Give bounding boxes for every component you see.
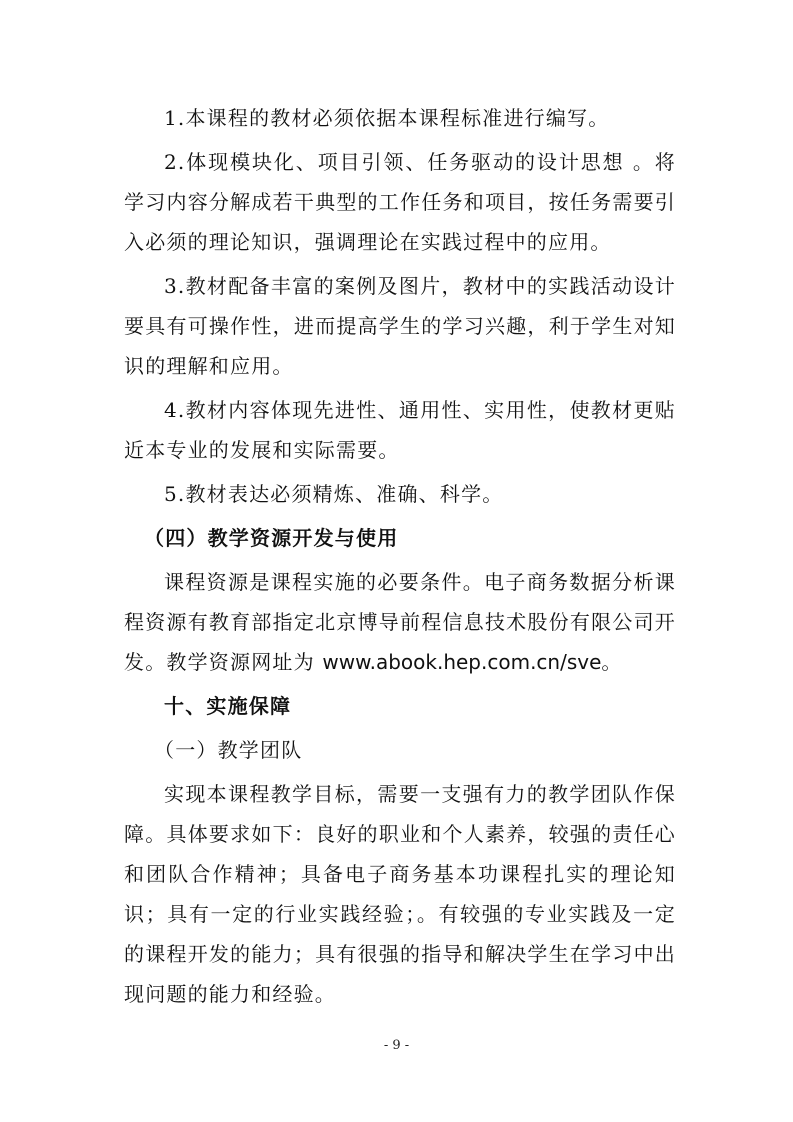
resource-url: www.abook.hep.com.cn/sve	[322, 650, 602, 674]
section-10-heading: 十、实施保障	[164, 694, 292, 718]
section-4-body	[124, 562, 676, 682]
section-4-body-end: 。	[601, 650, 623, 674]
paragraph-1: 1.本课程的教材必须依据本课程标准进行编写。	[164, 106, 610, 130]
section-4-heading: （四）教学资源开发与使用	[144, 526, 399, 550]
paragraph-5: 5.教材表达必须精炼、准确、科学。	[164, 482, 504, 506]
section-10-subheading: （一）教学团队	[154, 738, 303, 762]
paragraph-2: 2.体现模块化、项目引领、任务驱动的设计思想 。将学习内容分解成若干典型的工作任务和项目，按任务需要引入必须的理论知识，强调理论在实践过程中的应用。	[124, 150, 676, 254]
section-10-body: 实现本课程教学目标，需要一支强有力的教学团队作保障。具体要求如下：良好的职业和个人素养，较强的责任心和团队合作精神；具备电子商务基本功课程扎实的理论知识；具有一定的行业实践经验；。有较强的专业实践及一定的课程开发的能力；具有很强的指导和解决学生在学习中出现问题的能力和经验。	[124, 782, 676, 1006]
paragraph-4: 4.教材内容体现先进性、通用性、实用性，使教材更贴近本专业的发展和实际需要。	[124, 398, 676, 462]
page-number: - 9 -	[383, 1038, 410, 1053]
section-4-body-text: 课程资源是课程实施的必要条件。电子商务数据分析课程资源有教育部指定北京博导前程信息技术股份有限公司开发。教学资源网址为	[124, 570, 676, 674]
paragraph-3: 3.教材配备丰富的案例及图片，教材中的实践活动设计要具有可操作性，进而提高学生的学习兴趣，利于学生对知识的理解和应用。	[124, 274, 676, 378]
page-content	[124, 98, 676, 1014]
